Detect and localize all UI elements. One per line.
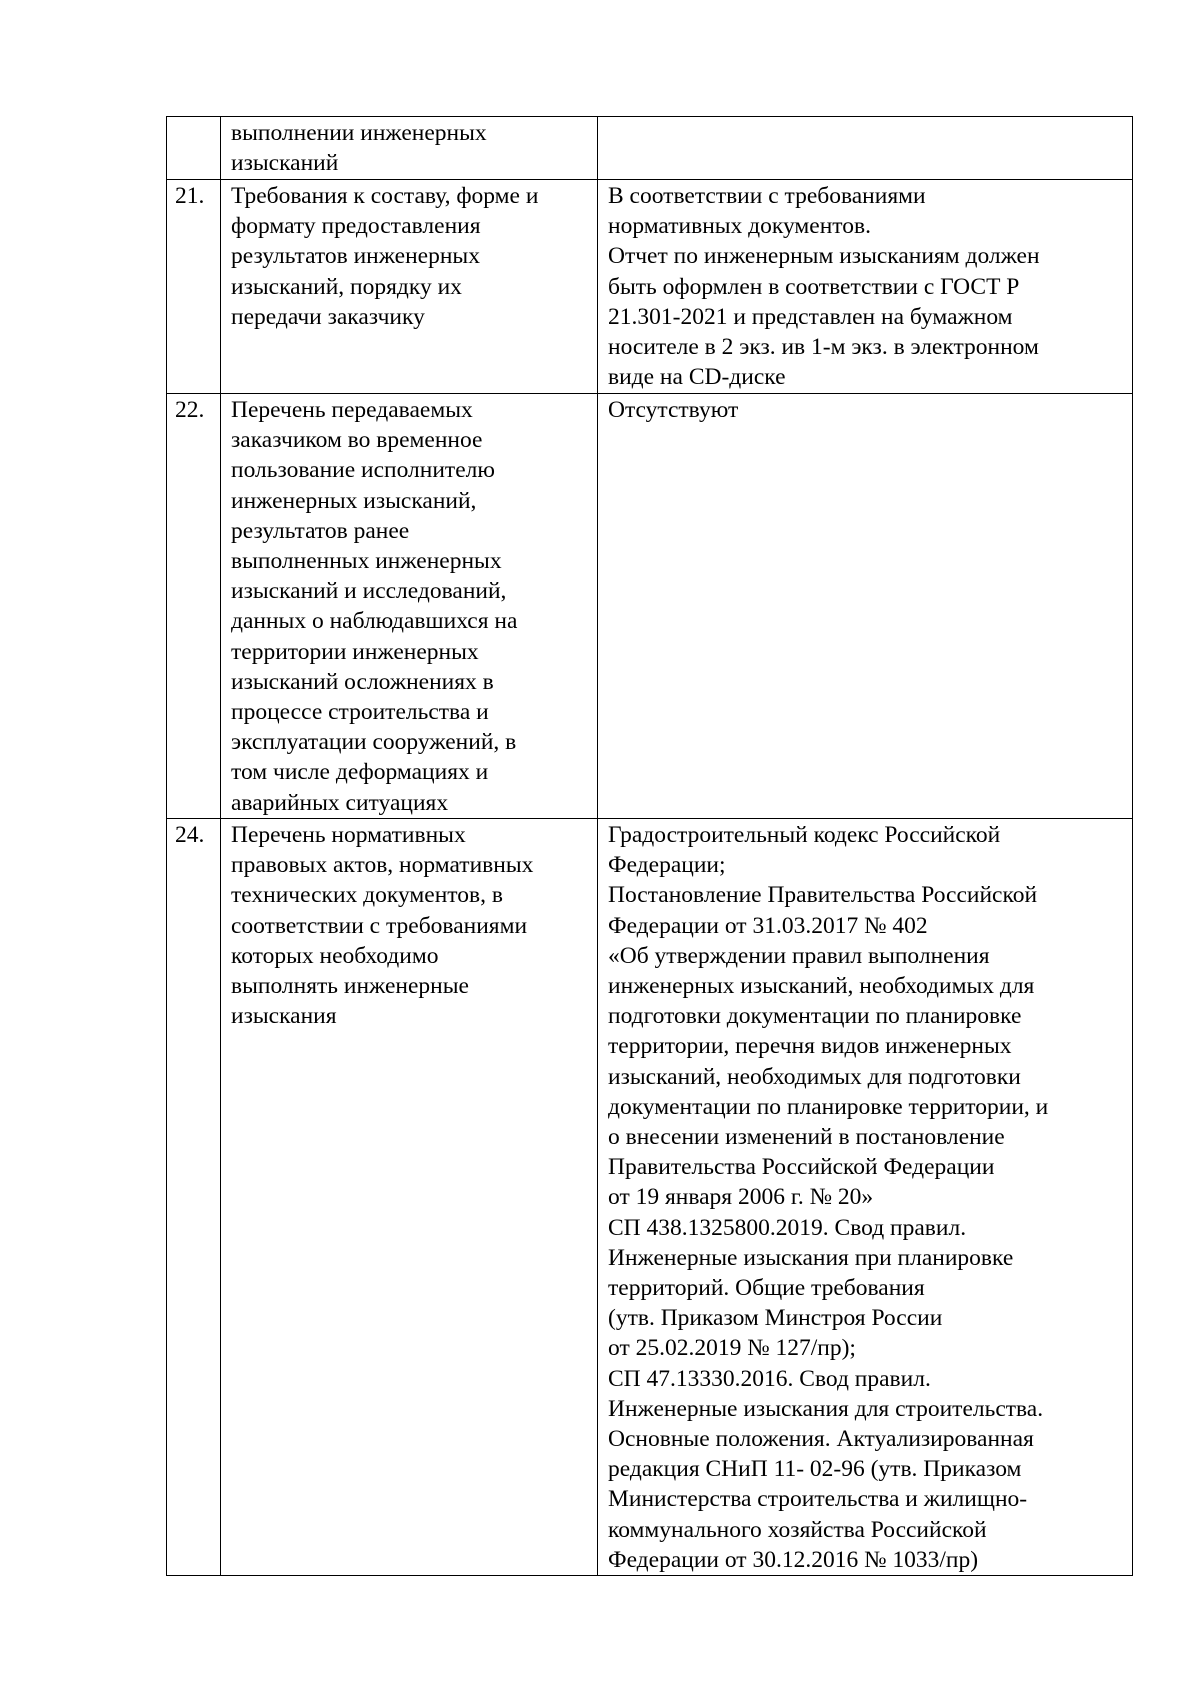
row-parameter: выполнении инженерных изысканий (221, 117, 598, 180)
row-value: В соответствии с требованиями нормативных документов. Отчет по инженерным изысканиям должен быть оформлен в соответствии с ГОСТ Р 21.301-2021 и представлен на бумажном носителе в 2 экз. ив 1-м экз. в электронном виде на CD-диске (598, 180, 1133, 394)
row-parameter: Перечень передаваемых заказчиком во временное пользование исполнителю инженерных изысканий, результатов ранее выполненных инженерных изысканий и исследований, данных о наблюдавшихся на территории инженерных изысканий осложнениях в процессе строительства и эксплуатации сооружений, в том числе деформациях и аварийных ситуациях (221, 394, 598, 819)
table-row (167, 180, 1133, 394)
requirements-table (166, 116, 1133, 1576)
row-number: 21. (167, 180, 221, 394)
table-row (167, 819, 1133, 1576)
row-number (167, 117, 221, 180)
row-value: Градостроительный кодекс Российской Федерации; Постановление Правительства Российской Федерации от 31.03.2017 № 402 «Об утверждении правил выполнения инженерных изысканий, необходимых для подготовки документации по планировке территории, перечня видов инженерных изысканий, необходимых для подготовки документации по планировке территории, и о внесении изменений в постановление Правительства Российской Федерации от 19 января 2006 г. № 20» СП 438.1325800.2019. Свод правил. Инженерные изыскания при планировке территорий. Общие требования (утв. Приказом Минстроя России от 25.02.2019 № 127/пр); СП 47.13330.2016. Свод правил. Инженерные изыскания для строительства. Основные положения. Актуализированная редакция СНиП 11- 02-96 (утв. Приказом Министерства строительства и жилищно- коммунального хозяйства Российской Федерации от 30.12.2016 № 1033/пр) (598, 819, 1133, 1576)
row-value: Отсутствуют (598, 394, 1133, 819)
row-parameter: Требования к составу, форме и формату предоставления результатов инженерных изысканий, порядку их передачи заказчику (221, 180, 598, 394)
row-number: 22. (167, 394, 221, 819)
table-row (167, 394, 1133, 819)
table-row (167, 117, 1133, 180)
row-value (598, 117, 1133, 180)
row-parameter: Перечень нормативных правовых актов, нормативных технических документов, в соответствии с требованиями которых необходимо выполнять инженерные изыскания (221, 819, 598, 1576)
row-number: 24. (167, 819, 221, 1576)
